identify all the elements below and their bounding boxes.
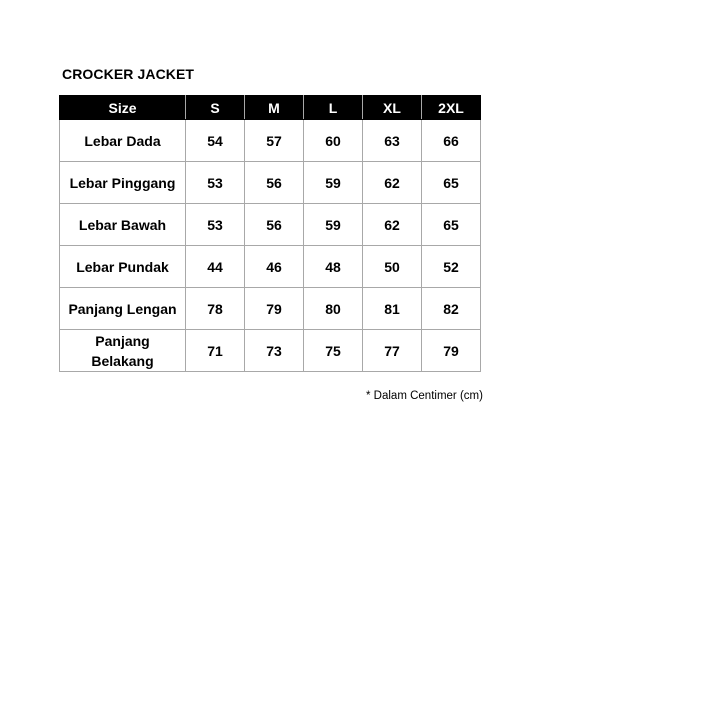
table-cell: 53 xyxy=(186,204,245,246)
table-row xyxy=(60,204,481,246)
table-cell: 48 xyxy=(304,246,363,288)
column-header-2xl: 2XL xyxy=(422,96,481,120)
table-cell: 53 xyxy=(186,162,245,204)
column-header-size: Size xyxy=(60,96,186,120)
table-cell: 75 xyxy=(304,330,363,372)
table-row xyxy=(60,162,481,204)
row-label: Lebar Pundak xyxy=(60,246,186,288)
row-label: Lebar Pinggang xyxy=(60,162,186,204)
size-chart-table xyxy=(59,95,481,372)
table-cell: 65 xyxy=(422,162,481,204)
table-cell: 62 xyxy=(363,162,422,204)
table-cell: 79 xyxy=(245,288,304,330)
table-cell: 56 xyxy=(245,162,304,204)
table-cell: 56 xyxy=(245,204,304,246)
table-cell: 66 xyxy=(422,120,481,162)
column-header-s: S xyxy=(186,96,245,120)
table-cell: 82 xyxy=(422,288,481,330)
table-cell: 80 xyxy=(304,288,363,330)
column-header-xl: XL xyxy=(363,96,422,120)
table-cell: 44 xyxy=(186,246,245,288)
table-cell: 50 xyxy=(363,246,422,288)
unit-note: * Dalam Centimer (cm) xyxy=(366,390,483,402)
table-cell: 78 xyxy=(186,288,245,330)
row-label: Panjang Lengan xyxy=(60,288,186,330)
column-header-m: M xyxy=(245,96,304,120)
table-row xyxy=(60,246,481,288)
table-cell: 62 xyxy=(363,204,422,246)
row-label: Lebar Bawah xyxy=(60,204,186,246)
table-row xyxy=(60,120,481,162)
table-cell: 52 xyxy=(422,246,481,288)
table-cell: 59 xyxy=(304,162,363,204)
table-row xyxy=(60,330,481,372)
row-label: Lebar Dada xyxy=(60,120,186,162)
table-cell: 57 xyxy=(245,120,304,162)
table-cell: 65 xyxy=(422,204,481,246)
table-cell: 63 xyxy=(363,120,422,162)
table-cell: 79 xyxy=(422,330,481,372)
header-row xyxy=(60,96,481,120)
chart-title: CROCKER JACKET xyxy=(62,66,195,82)
table-cell: 71 xyxy=(186,330,245,372)
table-cell: 81 xyxy=(363,288,422,330)
table-cell: 77 xyxy=(363,330,422,372)
table-row xyxy=(60,288,481,330)
row-label: Panjang Belakang xyxy=(60,330,186,372)
table-cell: 59 xyxy=(304,204,363,246)
table-cell: 54 xyxy=(186,120,245,162)
table-cell: 73 xyxy=(245,330,304,372)
column-header-l: L xyxy=(304,96,363,120)
table-cell: 60 xyxy=(304,120,363,162)
table-cell: 46 xyxy=(245,246,304,288)
